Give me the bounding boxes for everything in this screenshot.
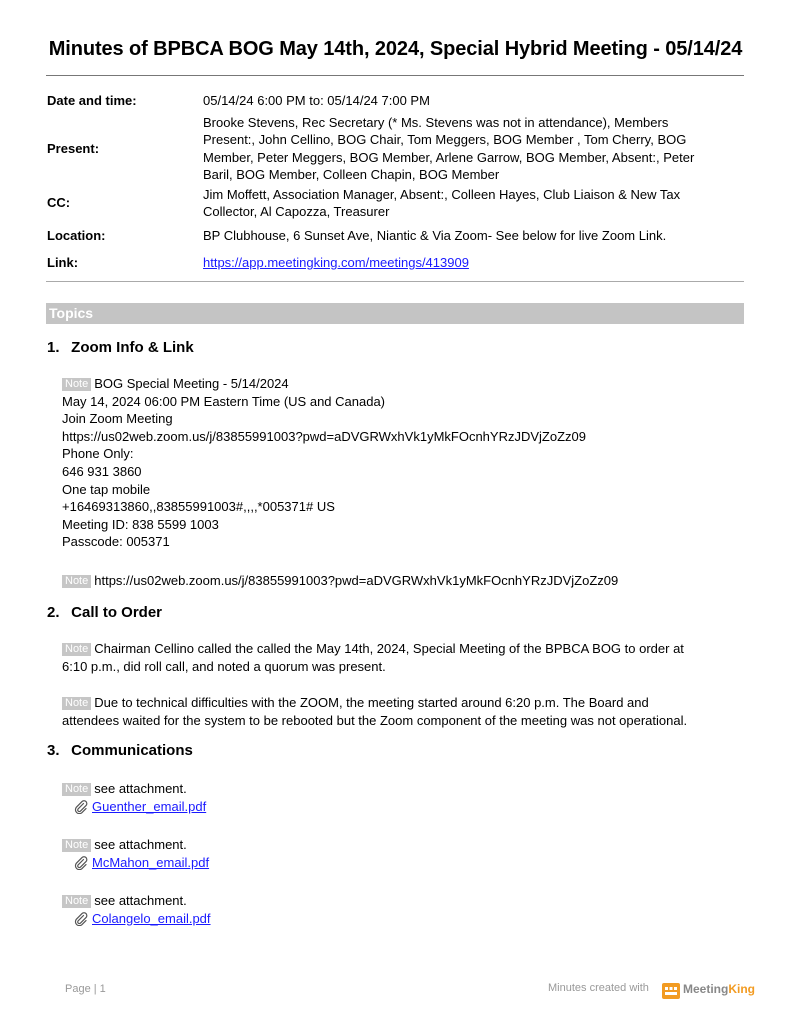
present-line: Member, Peter Meggers, BOG Member, Arlene Garrow, BOG Member, Absent:, Peter (203, 149, 695, 165)
note-line: see attachment. (94, 837, 187, 852)
call-note-1 (62, 640, 744, 675)
note-line: May 14, 2024 06:00 PM Eastern Time (US and Canada) (62, 393, 386, 409)
info-divider (46, 281, 744, 282)
section-title: Communications (71, 742, 193, 759)
meetingking-logo-icon (662, 983, 680, 999)
attachment-2 (74, 855, 209, 870)
brand-name-part: Meeting (683, 982, 729, 996)
section-call-to-order (47, 604, 162, 621)
note-tag: Note (62, 378, 91, 391)
link-label: Link: (47, 255, 79, 270)
header-divider (46, 75, 744, 76)
location-value: BP Clubhouse, 6 Sunset Ave, Niantic & Via Zoom- See below for live Zoom Link. (203, 228, 667, 243)
zoom-note-2 (62, 572, 744, 590)
section-number: 2. (47, 604, 60, 621)
note-line: Meeting ID: 838 5599 1003 (62, 516, 219, 532)
cc-line: Jim Moffett, Association Manager, Absent:, Colleen Hayes, Club Liaison & New Tax (203, 187, 681, 202)
link-cell (203, 254, 743, 271)
note-line: +16469313860,,83855991003#,,,,*005371# US (62, 499, 335, 515)
communication-note-3 (62, 892, 744, 910)
communication-note-1 (62, 780, 744, 798)
note-tag: Note (62, 783, 91, 796)
note-line: https://us02web.zoom.us/j/83855991003?pwd=aDVGRWxhVk1yMkFOcnhYRzJDVjZoZz09 (62, 428, 586, 444)
note-line: BOG Special Meeting - 5/14/2024 (94, 376, 289, 391)
note-line: 6:10 p.m., did roll call, and noted a quorum was present. (62, 658, 386, 674)
created-with-text: Minutes created with (548, 982, 649, 994)
note-tag: Note (62, 643, 91, 656)
communication-note-2 (62, 836, 744, 854)
zoom-note (62, 375, 744, 551)
note-tag: Note (62, 697, 91, 710)
paperclip-icon (74, 856, 88, 870)
attachment-link[interactable]: Colangelo_email.pdf (92, 911, 211, 926)
note-line: Join Zoom Meeting (62, 411, 173, 427)
paperclip-icon (74, 800, 88, 814)
note-line: Chairman Cellino called the called the May 14th, 2024, Special Meeting of the BPBCA BOG to order at (94, 641, 684, 656)
section-number: 3. (47, 742, 60, 759)
brand-name-part: King (728, 982, 756, 996)
date-value: 05/14/24 6:00 PM to: 05/14/24 7:00 PM (203, 93, 430, 108)
page-title: Minutes of BPBCA BOG May 14th, 2024, Special Hybrid Meeting - 05/14/24 (48, 38, 743, 60)
note-line: Due to technical difficulties with the ZOOM, the meeting started around 6:20 p.m. The Board and (94, 695, 649, 710)
note-line: 646 931 3860 (62, 463, 142, 479)
call-note-2 (62, 694, 744, 729)
note-line: attendees waited for the system to be rebooted but the Zoom component of the meeting was not operational. (62, 712, 688, 728)
note-line: see attachment. (94, 781, 187, 796)
note-line: Phone Only: (62, 446, 134, 462)
note-line: Passcode: 005371 (62, 534, 170, 550)
present-line: Present:, John Cellino, BOG Chair, Tom Meggers, BOG Member , Tom Cherry, BOG (203, 132, 687, 148)
location-label: Location: (47, 228, 106, 243)
note-tag: Note (62, 895, 91, 908)
note-line: https://us02web.zoom.us/j/83855991003?pwd=aDVGRWxhVk1yMkFOcnhYRzJDVjZoZz09 (94, 573, 619, 588)
section-title: Call to Order (71, 604, 163, 621)
note-line: One tap mobile (62, 481, 151, 497)
topics-header (46, 303, 744, 324)
section-number: 1. (47, 339, 60, 356)
paperclip-icon (74, 912, 88, 926)
cc-label: CC: (47, 195, 71, 210)
present-value (203, 114, 743, 183)
section-zoom-info (47, 339, 194, 356)
attachment-1 (74, 799, 206, 814)
topics-label: Topics (49, 305, 94, 321)
attachment-3 (74, 911, 211, 926)
attachment-link[interactable]: McMahon_email.pdf (92, 855, 210, 870)
date-label: Date and time: (47, 93, 137, 108)
note-tag: Note (62, 575, 91, 588)
section-communications (47, 742, 193, 759)
present-label: Present: (47, 141, 100, 156)
present-line: Baril, BOG Member, Colleen Chapin, BOG Member (203, 166, 500, 182)
attachment-link[interactable]: Guenther_email.pdf (92, 799, 207, 814)
cc-value (203, 186, 743, 221)
present-line: Brooke Stevens, Rec Secretary (* Ms. Stevens was not in attendance), Members (203, 115, 669, 130)
page-number: Page | 1 (65, 983, 106, 995)
brand-name (683, 982, 755, 996)
meeting-link[interactable]: https://app.meetingking.com/meetings/413909 (203, 255, 469, 270)
note-line: see attachment. (94, 893, 187, 908)
section-title: Zoom Info & Link (71, 339, 194, 356)
note-tag: Note (62, 839, 91, 852)
cc-line: Collector, Al Capozza, Treasurer (203, 204, 390, 220)
